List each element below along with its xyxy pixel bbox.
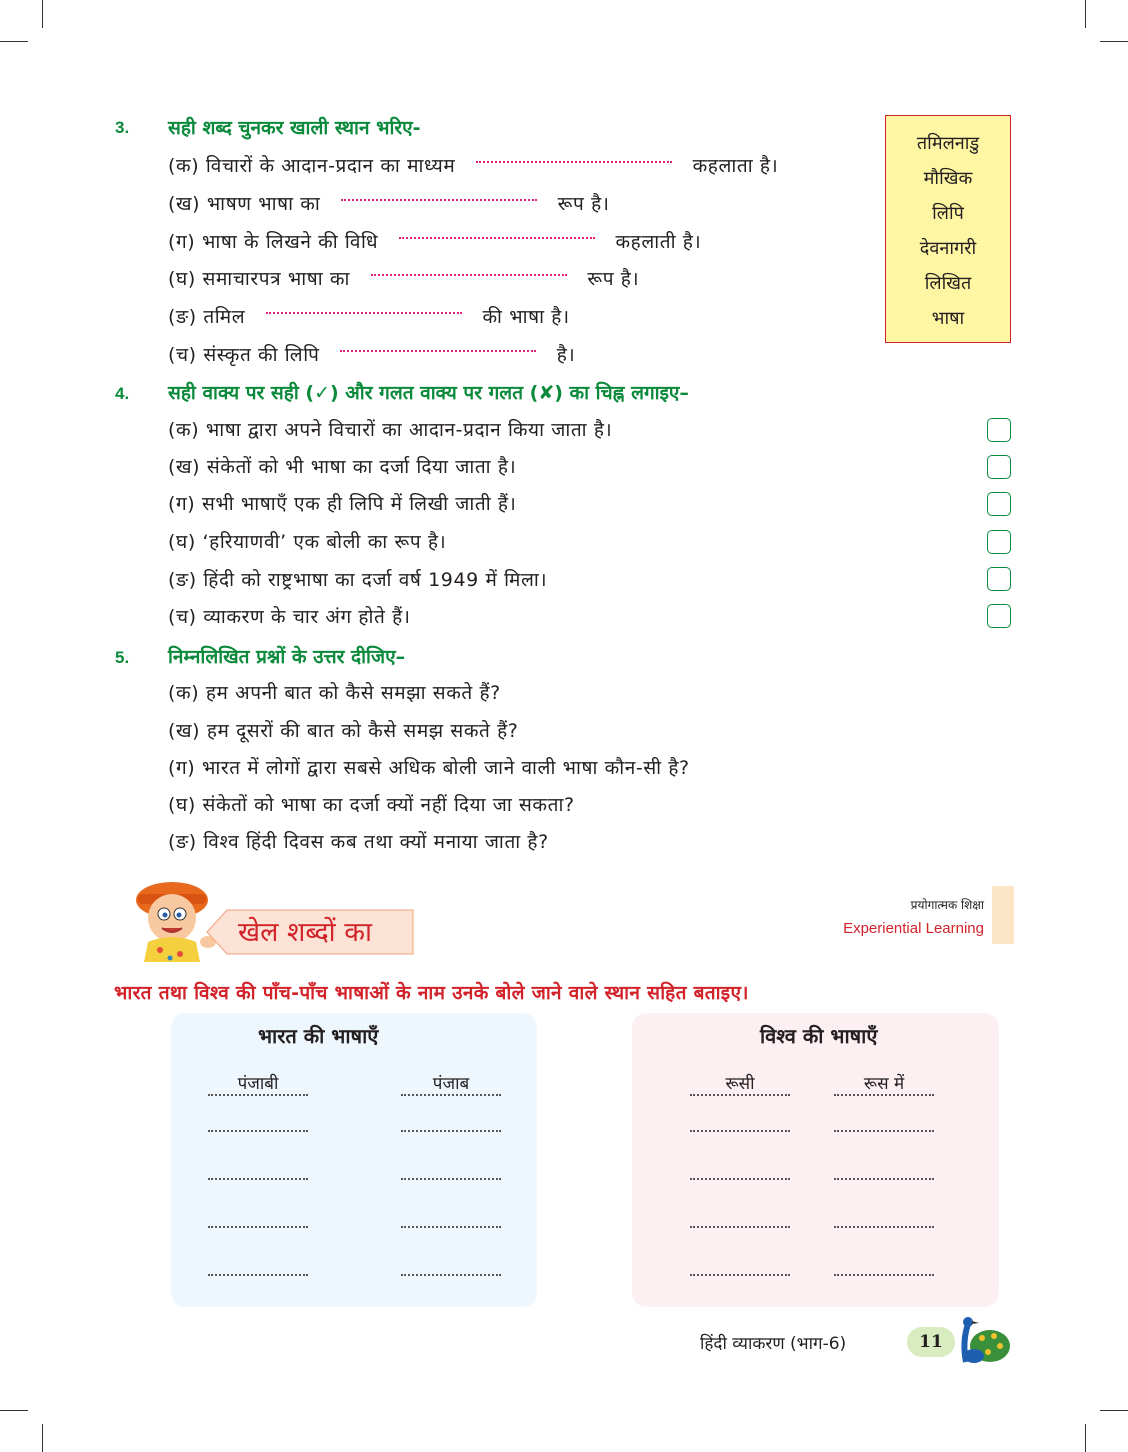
activity-badge-title: खेल शब्दों का <box>238 917 372 948</box>
item-label: (क) <box>168 682 200 704</box>
q4-item <box>168 490 516 516</box>
experiential-tag-hindi: प्रयोगात्मक शिक्षा <box>910 898 984 912</box>
fill-blank[interactable] <box>399 235 595 239</box>
india-place-cell[interactable]: पंजाब <box>401 1074 501 1096</box>
item-text: संस्कृत की लिपि <box>203 344 320 366</box>
activity-instruction: भारत तथा विश्व की पाँच-पाँच भाषाओं के नाम उनके बोले जाने वाले स्थान सहित बताइए। <box>114 982 749 1004</box>
item-text: विश्व हिंदी दिवस कब तथा क्यों मनाया जाता है? <box>203 831 549 853</box>
world-language-cell[interactable] <box>690 1158 790 1180</box>
india-panel-title: भारत की भाषाएँ <box>258 1024 379 1048</box>
q4-item <box>168 416 612 442</box>
word-bank-item: मौखिक <box>923 168 973 189</box>
item-text: संकेतों को भाषा का दर्जा क्यों नहीं दिया जा सकता? <box>202 794 575 816</box>
q3-item <box>168 341 575 367</box>
q5-item <box>168 828 549 854</box>
india-language-cell[interactable] <box>208 1206 308 1228</box>
item-text: हिंदी को राष्ट्रभाषा का दर्जा वर्ष 1949 में मिला। <box>203 569 548 591</box>
india-place-cell[interactable] <box>401 1254 501 1276</box>
item-label: (ङ) <box>168 831 197 853</box>
q5-item <box>168 717 518 743</box>
fill-blank[interactable] <box>266 310 462 314</box>
q5-item <box>168 679 501 705</box>
answer-checkbox[interactable] <box>987 530 1011 554</box>
item-label: (घ) <box>168 268 196 290</box>
word-bank-box <box>885 115 1011 343</box>
item-text: तमिल <box>203 306 246 328</box>
world-language-cell[interactable] <box>690 1254 790 1276</box>
world-place-cell[interactable] <box>834 1254 934 1276</box>
q4-item <box>168 603 411 629</box>
item-text: भाषा के लिखने की विधि <box>201 231 379 253</box>
item-text: ‘हरियाणवी’ एक बोली का रूप है। <box>202 531 447 553</box>
world-place-cell[interactable] <box>834 1206 934 1228</box>
item-label: (ख) <box>168 193 201 215</box>
item-label: (क) <box>168 155 200 177</box>
crop-mark <box>1100 1410 1128 1411</box>
item-text: संकेतों को भी भाषा का दर्जा दिया जाता है। <box>206 456 517 478</box>
item-text: हम दूसरों की बात को कैसे समझ सकते हैं? <box>206 720 519 742</box>
question-5-number: 5. <box>115 648 130 667</box>
crop-mark <box>1085 1424 1086 1452</box>
item-label: (ग) <box>168 231 196 253</box>
answer-checkbox[interactable] <box>987 604 1011 628</box>
world-panel-title: विश्व की भाषाएँ <box>760 1024 878 1048</box>
india-language-cell[interactable] <box>208 1110 308 1132</box>
word-bank-item: भाषा <box>931 308 965 329</box>
q4-item <box>168 566 547 592</box>
world-place-cell[interactable]: रूस में <box>834 1074 934 1096</box>
world-languages-panel <box>632 1013 999 1307</box>
crop-mark <box>0 1410 28 1411</box>
india-language-cell[interactable]: पंजाबी <box>208 1074 308 1096</box>
experiential-tag-bar <box>992 886 1014 944</box>
experiential-tag-english: Experiential Learning <box>843 920 984 937</box>
item-text: भाषा द्वारा अपने विचारों का आदान-प्रदान किया जाता है। <box>205 419 613 441</box>
answer-checkbox[interactable] <box>987 492 1011 516</box>
crop-mark <box>1100 41 1128 42</box>
item-text: कहलाता है। <box>692 155 779 177</box>
india-place-cell[interactable] <box>401 1158 501 1180</box>
item-label: (ङ) <box>168 306 197 328</box>
item-text: सभी भाषाएँ एक ही लिपि में लिखी जाती हैं। <box>201 493 517 515</box>
word-bank-item: तमिलनाडु <box>916 133 980 154</box>
word-bank-item: लिपि <box>932 203 964 224</box>
item-text: रूप है। <box>557 193 610 215</box>
q3-item <box>168 152 778 178</box>
india-place-cell[interactable] <box>401 1110 501 1132</box>
world-language-cell[interactable] <box>690 1206 790 1228</box>
item-text: व्याकरण के चार अंग होते हैं। <box>203 606 411 628</box>
india-place-cell[interactable] <box>401 1206 501 1228</box>
item-text: की भाषा है। <box>482 306 570 328</box>
fill-blank[interactable] <box>341 197 537 201</box>
item-text: रूप है। <box>587 268 640 290</box>
word-bank-item: लिखित <box>924 273 972 294</box>
india-language-cell[interactable] <box>208 1158 308 1180</box>
answer-checkbox[interactable] <box>987 418 1011 442</box>
q3-item <box>168 265 639 291</box>
item-text: विचारों के आदान-प्रदान का माध्यम <box>205 155 456 177</box>
fill-blank[interactable] <box>476 159 672 163</box>
answer-checkbox[interactable] <box>987 567 1011 591</box>
item-label: (ग) <box>168 757 196 779</box>
world-place-cell[interactable] <box>834 1158 934 1180</box>
crop-mark <box>1085 0 1086 28</box>
question-3-number: 3. <box>115 118 130 137</box>
fill-blank[interactable] <box>340 348 536 352</box>
item-text: भारत में लोगों द्वारा सबसे अधिक बोली जाने वाली भाषा कौन-सी है? <box>201 757 690 779</box>
item-text: है। <box>556 344 576 366</box>
item-label: (ख) <box>168 720 201 742</box>
peacock-illustration <box>952 1312 1012 1368</box>
item-text: भाषण भाषा का <box>206 193 321 215</box>
item-label: (घ) <box>168 531 196 553</box>
q4-item <box>168 528 446 554</box>
crop-mark <box>42 0 43 28</box>
item-label: (च) <box>168 344 197 366</box>
item-label: (क) <box>168 419 200 441</box>
item-text: हम अपनी बात को कैसे समझा सकते हैं? <box>205 682 501 704</box>
q5-item <box>168 791 575 817</box>
crop-mark <box>42 1424 43 1452</box>
item-label: (ङ) <box>168 569 197 591</box>
fill-blank[interactable] <box>371 272 567 276</box>
page-number: 11 <box>919 1332 943 1352</box>
question-3-heading: सही शब्द चुनकर खाली स्थान भरिए- <box>168 117 421 139</box>
footer-book-title: हिंदी व्याकरण (भाग-6) <box>700 1334 847 1354</box>
item-text: समाचारपत्र भाषा का <box>202 268 351 290</box>
item-label: (घ) <box>168 794 196 816</box>
item-label: (च) <box>168 606 197 628</box>
question-4-number: 4. <box>115 384 130 403</box>
q3-item <box>168 303 570 329</box>
word-bank-item: देवनागरी <box>919 238 977 259</box>
q5-item <box>168 754 690 780</box>
world-language-cell[interactable] <box>690 1110 790 1132</box>
world-language-cell[interactable]: रूसी <box>690 1074 790 1096</box>
q3-item <box>168 190 610 216</box>
item-label: (ख) <box>168 456 201 478</box>
item-label: (ग) <box>168 493 196 515</box>
question-4-heading: सही वाक्य पर सही (✓) और गलत वाक्य पर गलत (✘) का चिह्न लगाइए– <box>168 382 689 404</box>
question-5-heading: निम्नलिखित प्रश्नों के उत्तर दीजिए– <box>168 646 406 668</box>
india-language-cell[interactable] <box>208 1254 308 1276</box>
q3-item <box>168 228 701 254</box>
q4-item <box>168 453 516 479</box>
answer-checkbox[interactable] <box>987 455 1011 479</box>
item-text: कहलाती है। <box>615 231 702 253</box>
world-place-cell[interactable] <box>834 1110 934 1132</box>
crop-mark <box>0 41 28 42</box>
